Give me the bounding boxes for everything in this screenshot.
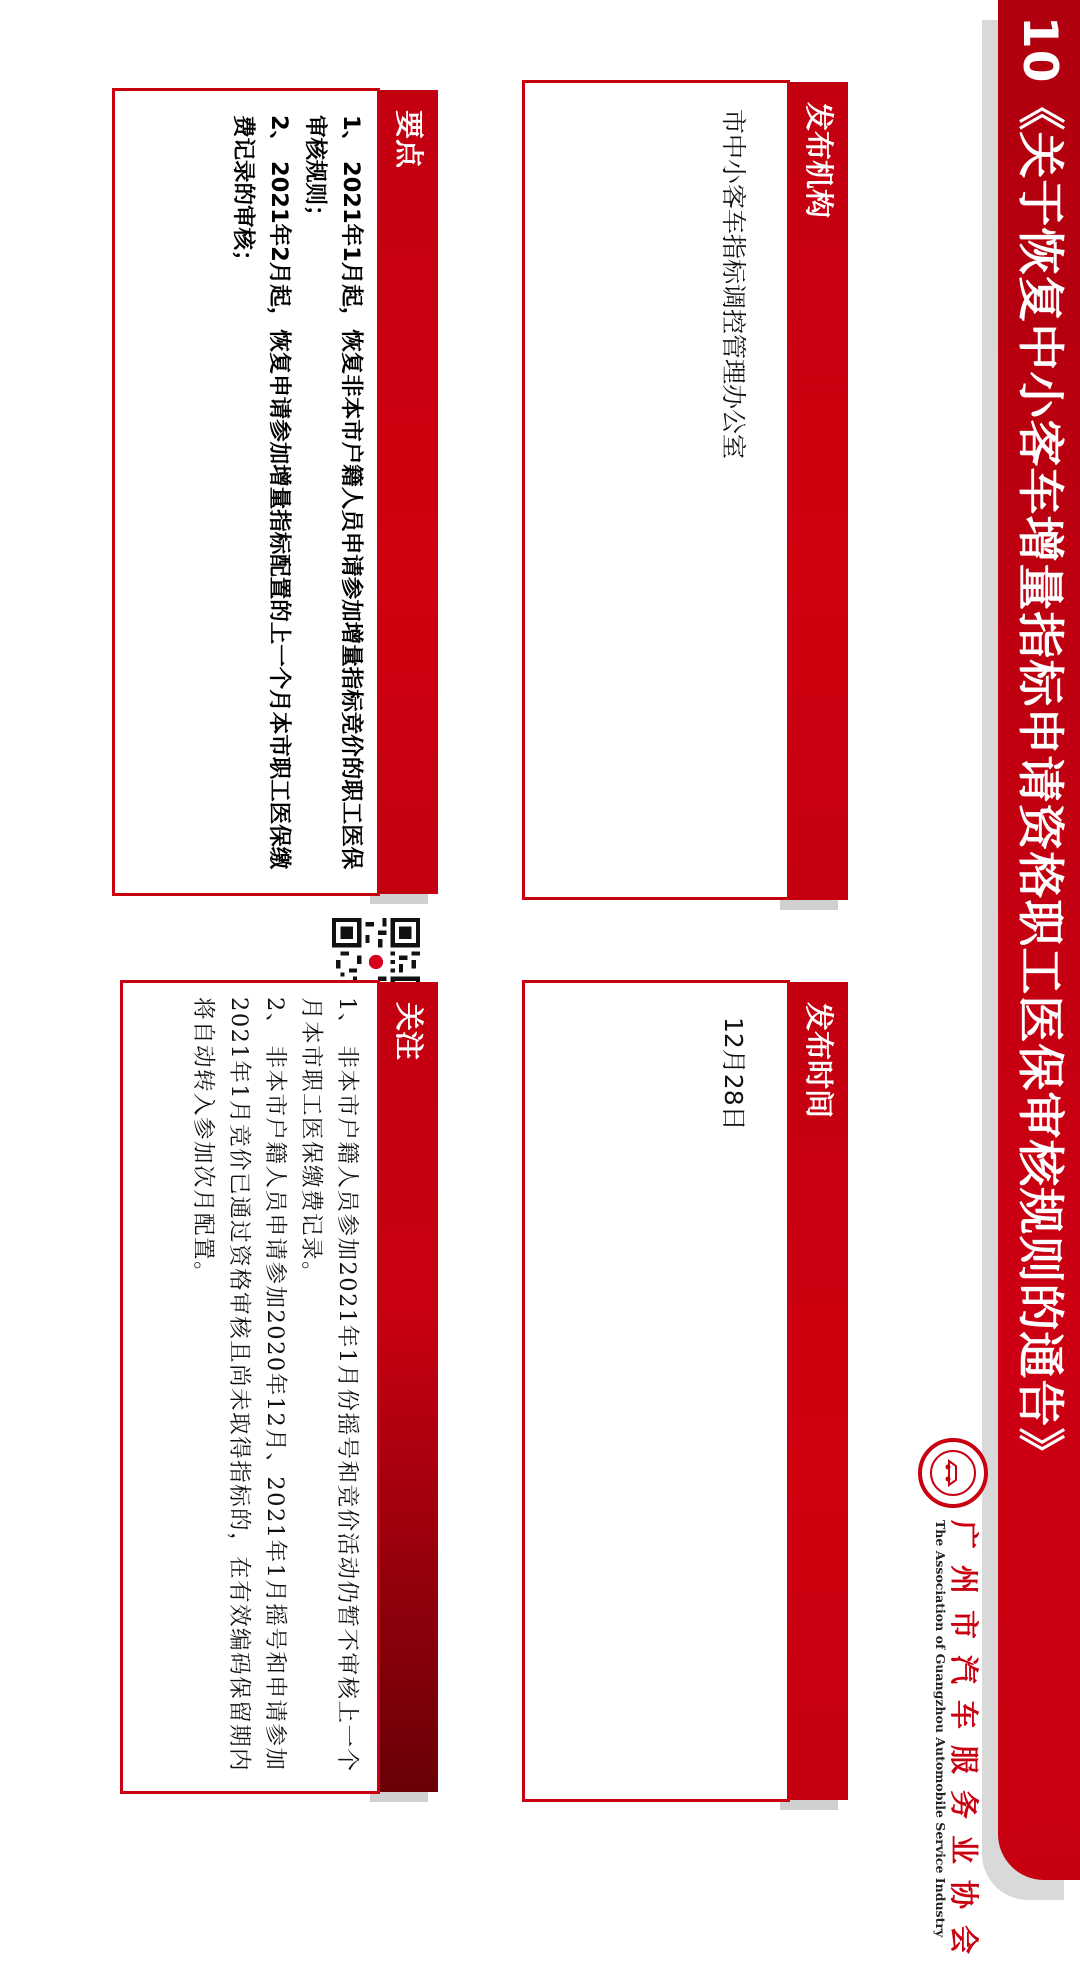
page-title: 10《关于恢复中小客车增量指标申请资格职工医保审核规则的通告》	[1012, 16, 1067, 1476]
association-name-en: The Association of Guangzhou Automobile Service Industry	[933, 1520, 948, 1938]
association-name-cn: 广州市汽车服务业协会	[947, 1520, 981, 1970]
publish-time-label: 发布时间	[802, 1002, 836, 1119]
attention-item: 1、 非本市户籍人员参加2021年1月份摇号和竞价活动仍暂不审核上一个月本市职工医保缴费记录。	[298, 997, 360, 1773]
key-point-item: 2、 2021年2月起，恢复申请参加增量指标配置的上一个月本市职工医保缴费记录的审核；	[230, 115, 292, 870]
key-points-card	[112, 88, 380, 896]
title-bar	[998, 0, 1080, 1880]
key-points-header	[380, 90, 438, 894]
attention-header	[380, 982, 438, 1792]
attention-card	[120, 980, 380, 1794]
publish-time-value: 12月28日	[719, 1017, 748, 1131]
association-logo	[892, 1420, 992, 1970]
attention-item: 2、 非本市户籍人员申请参加2020年12月、2021年1月摇号和申请参加2021年1月竞价已通过资格审核且尚未取得指标的，在有效编码保留期内将自动转入参加次月配置。	[190, 997, 288, 1773]
publisher-card	[522, 80, 790, 900]
key-point-item: 1、 2021年1月起，恢复非本市户籍人员申请参加增量指标竞价的职工医保审核规则；	[302, 115, 364, 870]
publisher-label: 发布机构	[802, 102, 836, 219]
attention-label: 关注	[392, 1002, 426, 1061]
key-points-label: 要点	[392, 110, 426, 169]
publisher-value: 市中小客车指标调控管理办公室	[719, 109, 748, 460]
publish-time-header	[790, 982, 848, 1800]
association-seal-icon	[918, 1438, 988, 1508]
publisher-header	[790, 82, 848, 900]
publish-time-card	[522, 980, 790, 1802]
